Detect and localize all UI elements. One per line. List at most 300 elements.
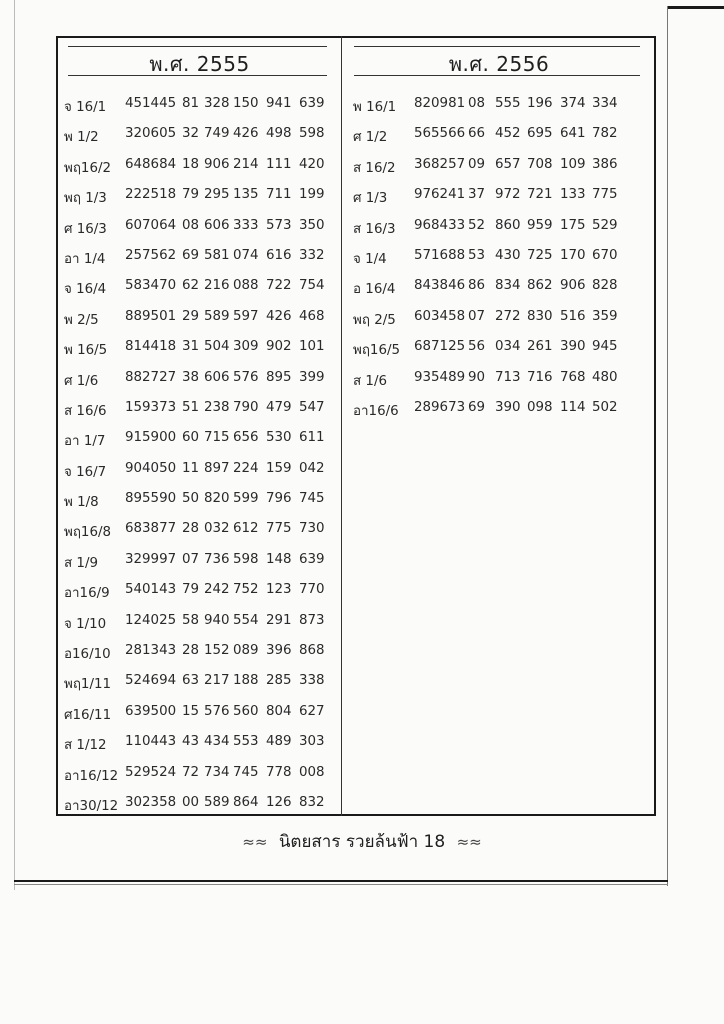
three-digit-b: 309: [233, 339, 259, 355]
two-digit: 58: [182, 612, 200, 628]
three-digit-b: 599: [233, 491, 259, 507]
two-digit: 51: [182, 399, 200, 415]
table-row: [58, 761, 341, 791]
three-digit-c: 285: [266, 673, 292, 689]
row-date: อา16/6: [353, 403, 399, 419]
three-digit-a: 295: [204, 187, 230, 203]
table-row: [58, 730, 341, 760]
table-row: [58, 700, 341, 730]
row-date: ศ16/11: [64, 707, 112, 723]
table-rows: [344, 92, 654, 426]
three-digit-c: 616: [266, 247, 292, 263]
three-digit-a: 216: [204, 278, 230, 294]
three-digit-a: 434: [204, 734, 230, 750]
three-digit-b: 560: [233, 703, 259, 719]
three-digit-d: 199: [299, 187, 325, 203]
table-row: [58, 122, 341, 152]
three-digit-d: 639: [299, 551, 325, 567]
three-digit-d: 303: [299, 734, 325, 750]
page-edge-top: [667, 6, 724, 9]
two-digit: 00: [182, 794, 200, 810]
first-prize: 159373: [125, 399, 177, 415]
three-digit-d: 334: [592, 96, 618, 111]
three-digit-a: 860: [495, 217, 521, 233]
three-digit-d: 042: [299, 460, 325, 476]
three-digit-d: 502: [592, 399, 618, 415]
three-digit-c: 804: [266, 703, 292, 719]
three-digit-a: 606: [204, 217, 230, 233]
three-digit-a: 242: [204, 582, 230, 598]
table-row: [58, 335, 341, 365]
table-row: [58, 457, 341, 487]
row-date: พ 2/5: [64, 312, 99, 328]
row-date: อา16/12: [64, 768, 119, 784]
three-digit-a: 555: [495, 96, 521, 111]
three-digit-a: 576: [204, 703, 230, 719]
first-prize: 329997: [125, 551, 177, 567]
first-prize: 110443: [125, 734, 177, 750]
three-digit-b: 716: [527, 369, 553, 385]
table-row: [58, 244, 341, 274]
three-digit-a: 713: [495, 369, 521, 385]
three-digit-d: 468: [299, 308, 325, 324]
table-row: [58, 214, 341, 244]
two-digit: 15: [182, 703, 200, 719]
table-row: [58, 669, 341, 699]
three-digit-c: 133: [560, 187, 586, 203]
three-digit-a: 749: [204, 126, 230, 142]
page-left-edge: [14, 0, 15, 890]
first-prize: 257562: [125, 247, 177, 263]
row-date: ส 16/3: [353, 221, 396, 237]
first-prize: 895590: [125, 491, 177, 507]
three-digit-d: 332: [299, 247, 325, 263]
three-digit-b: 188: [233, 673, 259, 689]
three-digit-c: 768: [560, 369, 586, 385]
row-date: ส 1/12: [64, 738, 107, 754]
first-prize: 222518: [125, 187, 177, 203]
three-digit-b: 261: [527, 339, 553, 355]
two-digit: 56: [468, 339, 486, 355]
row-date: อา 1/7: [64, 434, 106, 450]
row-date: พ 16/5: [64, 343, 108, 359]
first-prize: 882727: [125, 369, 177, 385]
three-digit-c: 374: [560, 96, 586, 111]
two-digit: 08: [182, 217, 200, 233]
three-digit-c: 895: [266, 369, 292, 385]
three-digit-c: 126: [266, 794, 292, 810]
three-digit-b: 708: [527, 156, 553, 172]
three-digit-d: 338: [299, 673, 325, 689]
three-digit-b: 862: [527, 278, 553, 294]
row-date: พ 1/2: [64, 130, 99, 146]
first-prize: 289673: [414, 399, 466, 415]
table-row: [58, 92, 341, 122]
row-date: จ 1/4: [353, 251, 387, 267]
first-prize: 529524: [125, 764, 177, 780]
table-row: [58, 609, 341, 639]
table-row: [58, 183, 341, 213]
table-row: [58, 366, 341, 396]
three-digit-d: 598: [299, 126, 325, 142]
three-digit-a: 238: [204, 399, 230, 415]
row-date: ส 1/6: [353, 373, 387, 389]
three-digit-c: 902: [266, 339, 292, 355]
three-digit-a: 736: [204, 551, 230, 567]
table-row: [344, 274, 654, 304]
row-date: อา30/12: [64, 798, 119, 814]
first-prize: 583470: [125, 278, 177, 294]
three-digit-c: 291: [266, 612, 292, 628]
row-date: ศ 1/2: [353, 130, 388, 146]
three-digit-a: 452: [495, 126, 521, 142]
three-digit-c: 426: [266, 308, 292, 324]
three-digit-a: 606: [204, 369, 230, 385]
three-digit-b: 576: [233, 369, 259, 385]
two-digit: 86: [468, 278, 486, 294]
table-row: [58, 396, 341, 426]
first-prize: 524694: [125, 673, 177, 689]
three-digit-d: 754: [299, 278, 325, 294]
three-digit-b: 721: [527, 187, 553, 203]
three-digit-c: 123: [266, 582, 292, 598]
three-digit-c: 711: [266, 187, 292, 203]
three-digit-a: 734: [204, 764, 230, 780]
header-rule-top: [68, 46, 327, 47]
first-prize: 607064: [125, 217, 177, 233]
table-header: [344, 36, 654, 86]
table-row: [344, 244, 654, 274]
three-digit-c: 530: [266, 430, 292, 446]
three-digit-b: 597: [233, 308, 259, 324]
three-digit-d: 420: [299, 156, 325, 172]
two-digit: 63: [182, 673, 200, 689]
row-date: พฤ16/5: [353, 343, 401, 359]
two-digit: 66: [468, 126, 486, 142]
three-digit-d: 745: [299, 491, 325, 507]
three-digit-b: 790: [233, 399, 259, 415]
first-prize: 451445: [125, 96, 177, 111]
table-row: [58, 578, 341, 608]
row-date: พฤ 2/5: [353, 312, 396, 328]
row-date: จ 16/1: [64, 100, 107, 115]
three-digit-b: 830: [527, 308, 553, 324]
page-footer: [0, 828, 724, 855]
three-digit-a: 504: [204, 339, 230, 355]
three-digit-a: 032: [204, 521, 230, 537]
first-prize: 683877: [125, 521, 177, 537]
row-date: จ 16/7: [64, 464, 107, 480]
first-prize: 124025: [125, 612, 177, 628]
three-digit-d: 670: [592, 247, 618, 263]
three-digit-c: 498: [266, 126, 292, 142]
three-digit-c: 722: [266, 278, 292, 294]
three-digit-b: 196: [527, 96, 553, 111]
three-digit-b: 135: [233, 187, 259, 203]
table-row: [344, 305, 654, 335]
row-date: ศ 1/3: [353, 191, 388, 207]
two-digit: 38: [182, 369, 200, 385]
table-row: [344, 122, 654, 152]
row-date: พฤ16/8: [64, 525, 112, 541]
three-digit-d: 828: [592, 278, 618, 294]
two-digit: 50: [182, 491, 200, 507]
three-digit-d: 770: [299, 582, 325, 598]
two-digit: 79: [182, 582, 200, 598]
three-digit-c: 170: [560, 247, 586, 263]
three-digit-a: 834: [495, 278, 521, 294]
table-row: [58, 791, 341, 821]
bottom-rule-thin: [14, 884, 668, 885]
two-digit: 09: [468, 156, 486, 172]
three-digit-c: 390: [560, 339, 586, 355]
ornament-right-icon: ≈≈: [456, 833, 482, 851]
first-prize: 603458: [414, 308, 466, 324]
three-digit-d: 611: [299, 430, 325, 446]
three-digit-d: 386: [592, 156, 618, 172]
table-row: [344, 153, 654, 183]
three-digit-c: 159: [266, 460, 292, 476]
three-digit-a: 972: [495, 187, 521, 203]
three-digit-b: 554: [233, 612, 259, 628]
three-digit-a: 715: [204, 430, 230, 446]
three-digit-d: 101: [299, 339, 325, 355]
two-digit: 11: [182, 460, 200, 476]
two-digit: 29: [182, 308, 200, 324]
two-digit: 07: [468, 308, 486, 324]
column-divider: [341, 36, 342, 816]
table-2556: [344, 36, 654, 419]
three-digit-d: 627: [299, 703, 325, 719]
three-digit-c: 906: [560, 278, 586, 294]
three-digit-a: 897: [204, 460, 230, 476]
two-digit: 31: [182, 339, 200, 355]
three-digit-b: 752: [233, 582, 259, 598]
two-digit: 69: [468, 399, 486, 415]
three-digit-b: 864: [233, 794, 259, 810]
first-prize: 540143: [125, 582, 177, 598]
page-edge-right: [667, 6, 668, 886]
row-date: ศ 1/6: [64, 373, 99, 389]
two-digit: 69: [182, 247, 200, 263]
table-title: พ.ศ. 2555: [149, 52, 250, 76]
three-digit-b: 725: [527, 247, 553, 263]
table-row: [344, 92, 654, 122]
first-prize: 968433: [414, 217, 466, 233]
three-digit-c: 489: [266, 734, 292, 750]
three-digit-c: 778: [266, 764, 292, 780]
row-date: พ 16/1: [353, 100, 397, 115]
three-digit-d: 399: [299, 369, 325, 385]
row-date: พฤ16/2: [64, 160, 112, 176]
first-prize: 368257: [414, 156, 466, 172]
first-prize: 639500: [125, 703, 177, 719]
row-date: ส 16/6: [64, 403, 107, 419]
three-digit-a: 820: [204, 491, 230, 507]
three-digit-b: 426: [233, 126, 259, 142]
table-row: [344, 335, 654, 365]
two-digit: 52: [468, 217, 486, 233]
first-prize: 571688: [414, 247, 466, 263]
first-prize: 565566: [414, 126, 466, 142]
table-row: [58, 548, 341, 578]
three-digit-c: 641: [560, 126, 586, 142]
three-digit-b: 333: [233, 217, 259, 233]
three-digit-a: 390: [495, 399, 521, 415]
three-digit-c: 148: [266, 551, 292, 567]
three-digit-d: 639: [299, 96, 325, 111]
three-digit-a: 906: [204, 156, 230, 172]
three-digit-d: 775: [592, 187, 618, 203]
three-digit-c: 941: [266, 96, 292, 111]
first-prize: 889501: [125, 308, 177, 324]
two-digit: 08: [468, 96, 486, 111]
three-digit-d: 008: [299, 764, 325, 780]
three-digit-d: 832: [299, 794, 325, 810]
three-digit-a: 657: [495, 156, 521, 172]
first-prize: 302358: [125, 794, 177, 810]
table-row: [58, 487, 341, 517]
two-digit: 90: [468, 369, 486, 385]
table-row: [58, 517, 341, 547]
three-digit-d: 730: [299, 521, 325, 537]
two-digit: 28: [182, 643, 200, 659]
three-digit-b: 224: [233, 460, 259, 476]
table-row: [344, 366, 654, 396]
row-date: อา16/9: [64, 586, 110, 602]
first-prize: 935489: [414, 369, 466, 385]
first-prize: 281343: [125, 643, 177, 659]
three-digit-c: 114: [560, 399, 586, 415]
table-row: [344, 183, 654, 213]
three-digit-d: 868: [299, 643, 325, 659]
header-rule-top: [354, 46, 640, 47]
three-digit-b: 098: [527, 399, 553, 415]
three-digit-a: 272: [495, 308, 521, 324]
two-digit: 37: [468, 187, 486, 203]
table-row: [344, 396, 654, 426]
row-date: พฤ 1/3: [64, 191, 107, 207]
three-digit-a: 328: [204, 96, 230, 111]
row-date: อ16/10: [64, 647, 111, 663]
three-digit-b: 088: [233, 278, 259, 294]
three-digit-a: 589: [204, 794, 230, 810]
three-digit-d: 873: [299, 612, 325, 628]
table-header: [58, 36, 341, 86]
three-digit-c: 175: [560, 217, 586, 233]
row-date: พฤ1/11: [64, 677, 112, 693]
three-digit-d: 945: [592, 339, 618, 355]
three-digit-d: 350: [299, 217, 325, 233]
footer-text: นิตยสาร รวยล้นฟ้า 18: [278, 832, 446, 852]
first-prize: 814418: [125, 339, 177, 355]
table-row: [58, 305, 341, 335]
table-row: [58, 274, 341, 304]
header-rule-bottom: [354, 75, 640, 76]
three-digit-c: 573: [266, 217, 292, 233]
two-digit: 18: [182, 156, 200, 172]
two-digit: 32: [182, 126, 200, 142]
table-rows: [58, 92, 341, 821]
two-digit: 81: [182, 96, 200, 111]
ornament-left-icon: ≈≈: [242, 833, 268, 851]
row-date: ส 16/2: [353, 160, 396, 176]
row-date: ศ 16/3: [64, 221, 107, 237]
first-prize: 820981: [414, 96, 466, 111]
three-digit-b: 089: [233, 643, 259, 659]
three-digit-b: 959: [527, 217, 553, 233]
table-row: [58, 639, 341, 669]
three-digit-c: 796: [266, 491, 292, 507]
three-digit-d: 480: [592, 369, 618, 385]
three-digit-b: 553: [233, 734, 259, 750]
three-digit-d: 359: [592, 308, 618, 324]
three-digit-b: 598: [233, 551, 259, 567]
three-digit-a: 034: [495, 339, 521, 355]
row-date: จ 16/4: [64, 282, 107, 298]
row-date: อา 1/4: [64, 251, 106, 267]
three-digit-a: 589: [204, 308, 230, 324]
three-digit-b: 695: [527, 126, 553, 142]
two-digit: 28: [182, 521, 200, 537]
three-digit-b: 074: [233, 247, 259, 263]
two-digit: 62: [182, 278, 200, 294]
table-2555: [58, 36, 341, 814]
table-row: [58, 426, 341, 456]
first-prize: 320605: [125, 126, 177, 142]
bottom-rule: [14, 880, 668, 882]
three-digit-a: 581: [204, 247, 230, 263]
three-digit-a: 940: [204, 612, 230, 628]
three-digit-a: 217: [204, 673, 230, 689]
first-prize: 648684: [125, 156, 177, 172]
three-digit-a: 430: [495, 247, 521, 263]
row-date: อ 16/4: [353, 282, 396, 298]
first-prize: 976241: [414, 187, 466, 203]
first-prize: 915900: [125, 430, 177, 446]
three-digit-c: 396: [266, 643, 292, 659]
header-rule-bottom: [68, 75, 327, 76]
two-digit: 79: [182, 187, 200, 203]
two-digit: 07: [182, 551, 200, 567]
two-digit: 43: [182, 734, 200, 750]
three-digit-c: 111: [266, 156, 292, 172]
table-row: [58, 153, 341, 183]
three-digit-b: 745: [233, 764, 259, 780]
three-digit-b: 214: [233, 156, 259, 172]
first-prize: 904050: [125, 460, 177, 476]
table-row: [344, 214, 654, 244]
first-prize: 843846: [414, 278, 466, 294]
three-digit-b: 150: [233, 96, 259, 111]
three-digit-c: 479: [266, 399, 292, 415]
three-digit-d: 782: [592, 126, 618, 142]
row-date: พ 1/8: [64, 495, 99, 511]
first-prize: 687125: [414, 339, 466, 355]
three-digit-c: 775: [266, 521, 292, 537]
two-digit: 60: [182, 430, 200, 446]
three-digit-d: 529: [592, 217, 618, 233]
two-digit: 72: [182, 764, 200, 780]
row-date: จ 1/10: [64, 616, 107, 632]
three-digit-b: 612: [233, 521, 259, 537]
three-digit-b: 656: [233, 430, 259, 446]
three-digit-c: 516: [560, 308, 586, 324]
two-digit: 53: [468, 247, 486, 263]
table-title: พ.ศ. 2556: [448, 52, 550, 76]
row-date: ส 1/9: [64, 555, 98, 571]
three-digit-a: 152: [204, 643, 230, 659]
